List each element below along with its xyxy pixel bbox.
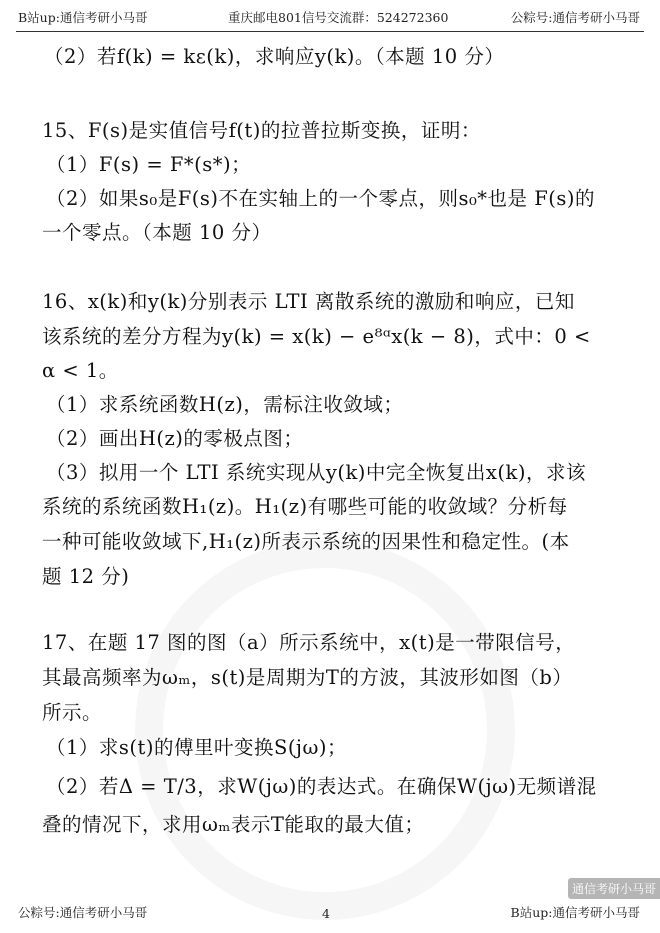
text-line: （1）求系统函数H(z)，需标注收敛域； [46,393,404,416]
text-line: α < 1。 [42,359,119,382]
footer-right: B站up:通信考研小马哥 [510,905,640,920]
text-line: 系统的系统函数H₁(z)。H₁(z)有哪些可能的收敛域？分析每 [42,495,568,518]
text-line: 叠的情况下，求用ωₘ表示T能取的最大值； [42,813,425,836]
text-line: 其最高频率为ωₘ，s(t)是周期为T的方波，其波形如图（b） [42,666,573,689]
footer-left: 公粽号:通信考研小马哥 [18,905,148,920]
header-center: 重庆邮电801信号交流群：524272360 [228,10,449,25]
text-line: 该系统的差分方程为y(k) = x(k) − e⁸ᵅx(k − 8)，式中：0 < [42,325,591,348]
question-15-title: 15、F(s)是实值信号f(t)的拉普拉斯变换，证明： [42,119,481,142]
text-line: （2）画出H(z)的零极点图； [46,427,304,450]
text-line: （2）若f(k) = kε(k)，求响应y(k)。（本题 10 分） [44,45,505,68]
header-divider [16,31,644,32]
watermark-circle [135,540,515,920]
text-line: 一种可能收敛域下,H₁(z)所表示系统的因果性和稳定性。(本 [42,530,570,553]
question-16-title: 16、x(k)和y(k)分别表示 LTI 离散系统的激励和响应，已知 [42,290,575,313]
text-line: （3）拟用一个 LTI 系统实现从y(k)中完全恢复出x(k)，求该 [46,461,586,484]
header-right: 公粽号:通信考研小马哥 [510,10,640,25]
page-number: 4 [322,906,330,921]
text-line: （2）若Δ = T/3，求W(jω)的表达式。在确保W(jω)无频谱混 [46,775,597,798]
watermark-badge: 通信考研小马哥 [568,878,660,899]
question-17-title: 17、在题 17 图的图（a）所示系统中，x(t)是一带限信号， [42,631,576,654]
text-line: （1）求s(t)的傅里叶变换S(jω)； [46,736,347,759]
text-line: 所示。 [42,701,103,724]
text-line: 题 12 分) [42,565,130,588]
text-line: （1）F(s) = F*(s*)； [46,153,252,176]
header-left: B站up:通信考研小马哥 [18,10,148,25]
text-line: （2）如果s₀是F(s)不在实轴上的一个零点，则s₀*也是 F(s)的 [46,187,596,210]
text-line: 一个零点。（本题 10 分） [42,221,272,244]
